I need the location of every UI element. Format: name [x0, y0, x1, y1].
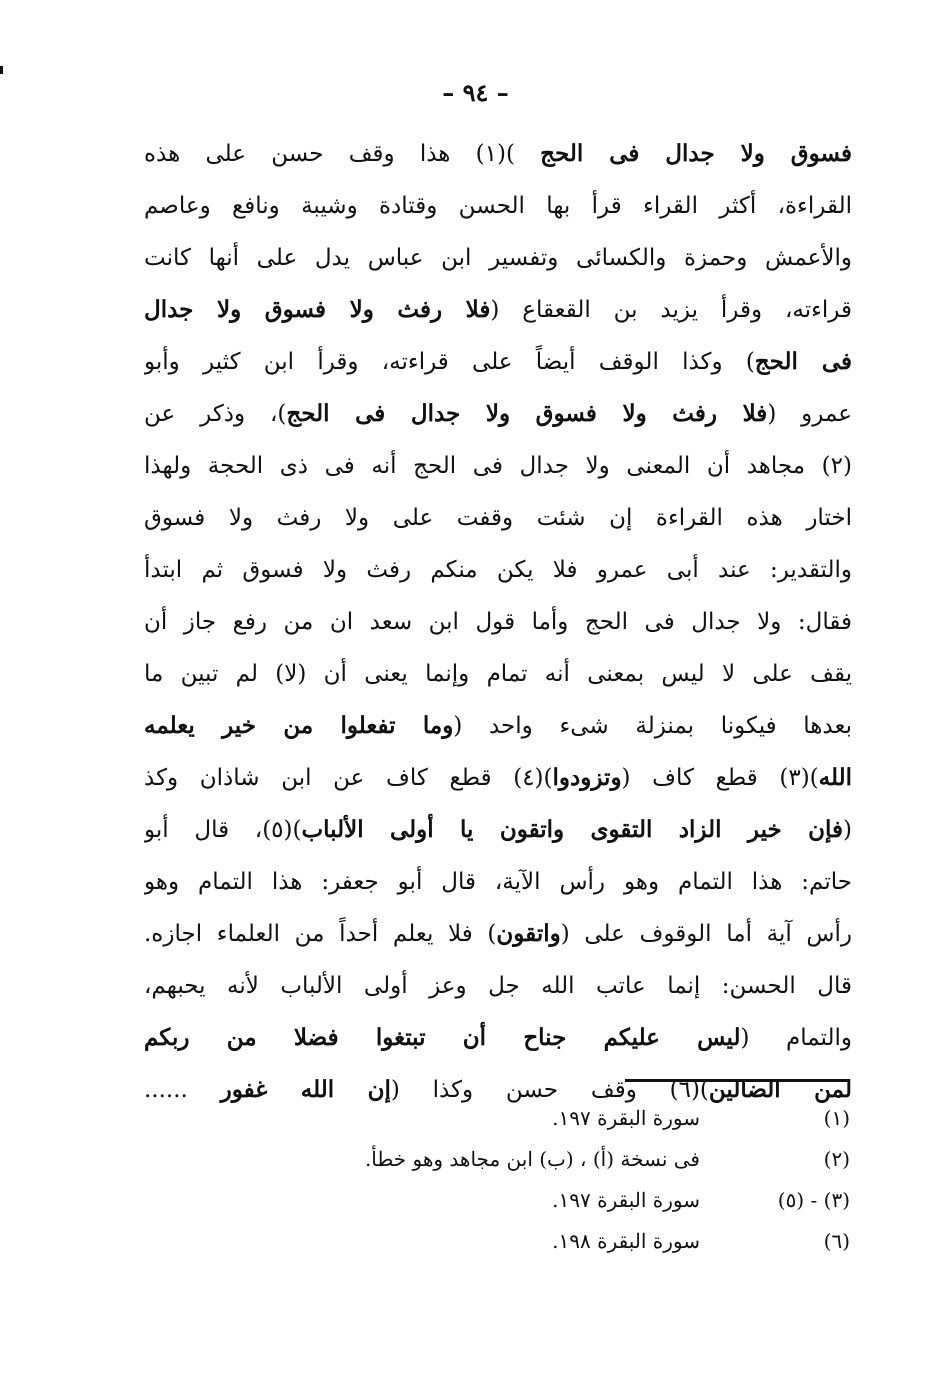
- text-line: [144, 544, 852, 596]
- text-line: [144, 596, 852, 648]
- text-run: (: [843, 817, 852, 843]
- footnote-marker: (٢): [823, 1147, 850, 1171]
- text-line: [144, 960, 852, 1012]
- text-run: ) فلا يعلم أحداً من العلماء اجازه.: [144, 921, 497, 947]
- text-run: بعدها فيكونا بمنزلة شىء واحد (: [453, 713, 852, 739]
- quran-quote: الله: [818, 764, 852, 791]
- text-run: رأس آية أما الوقوف على (: [560, 921, 852, 947]
- footnote-text: سورة البقرة ١٩٧.: [552, 1188, 700, 1212]
- text-run: يقف على لا ليس بمعنى أنه تمام وإنما يعنى أن (لا) لم تبين ما: [144, 661, 852, 687]
- quran-quote: إن الله غفور: [220, 1076, 391, 1103]
- text-line: [144, 856, 852, 908]
- footnote-text: سورة البقرة ١٩٧.: [552, 1106, 700, 1130]
- text-run: فقال: ولا جدال فى الحج وأما قول ابن سعد ان من رفع جاز أن: [144, 609, 852, 635]
- text-line: [144, 440, 852, 492]
- quran-quote: فإن خير الزاد التقوى واتقون يا أولى الألباب: [301, 816, 844, 843]
- text-run: )(١) هذا وقف حسن على هذه: [144, 141, 541, 167]
- text-line: [144, 492, 852, 544]
- text-line: [144, 1012, 852, 1064]
- text-line: [144, 336, 852, 388]
- text-run: ......: [144, 1077, 221, 1103]
- footnote-text: سورة البقرة ١٩٨.: [552, 1229, 700, 1253]
- text-run: قال الحسن: إنما عاتب الله جل وعز أولى الألباب لأنه يحبهم،: [144, 973, 852, 999]
- text-run: اختار هذه القراءة إن شئت وقفت على ولا رفث ولا فسوق: [144, 505, 852, 531]
- text-run: حاتم: هذا التمام وهو رأس الآية، قال أبو جعفر: هذا التمام وهو: [144, 869, 852, 895]
- text-line: [144, 804, 852, 856]
- text-line: [144, 284, 852, 336]
- footnote: [300, 1139, 850, 1180]
- text-run: عمرو (: [767, 401, 852, 427]
- footnotes: [300, 1098, 850, 1262]
- footnote: [300, 1221, 850, 1262]
- footnote-marker: (١): [823, 1106, 850, 1130]
- text-run: )(٦) وقف حسن وكذا (: [390, 1077, 709, 1103]
- quran-quote: فلا رفث ولا فسوق ولا جدال فى الحج: [286, 400, 768, 427]
- footnote-text: فى نسخة (أ) ، (ب) ابن مجاهد وهو خطأ.: [364, 1147, 700, 1171]
- page-number: – ٩٤ –: [442, 78, 509, 107]
- text-line: [144, 180, 852, 232]
- quran-quote: فى الحج: [754, 348, 852, 375]
- text-run: )(٤) قطع كاف عن ابن شاذان وكذ: [144, 765, 553, 791]
- text-line: [144, 128, 852, 180]
- text-run: )(٥)، قال أبو: [144, 817, 302, 843]
- text-run: ) وكذا الوقف أيضاً على قراءته، وقرأ ابن كثير وأبو: [144, 349, 755, 375]
- text-run: القراءة، أكثر القراء قرأ بها الحسن وقتادة وشيبة ونافع وعاصم: [144, 193, 852, 219]
- text-run: قراءته، وقرأ يزيد بن القعقاع (: [490, 297, 852, 323]
- text-run: )(٣) قطع كاف (: [621, 765, 819, 791]
- text-run: والأعمش وحمزة والكسائى وتفسير ابن عباس يدل على أنها كانت: [144, 245, 852, 271]
- text-run: (٢) مجاهد أن المعنى ولا جدال فى الحج أنه فى ذى الحجة ولهذا: [144, 453, 852, 479]
- text-run: )، وذكر عن: [144, 401, 287, 427]
- footnote: [300, 1098, 850, 1139]
- quran-quote: فسوق ولا جدال فى الحج: [540, 140, 852, 167]
- quran-quote: لمن الضالين: [708, 1076, 852, 1103]
- text-line: [144, 648, 852, 700]
- text-line: [144, 752, 852, 804]
- quran-quote: ليس عليكم جناح أن تبتغوا فضلا من ربكم: [144, 1024, 741, 1051]
- quran-quote: وما تفعلوا من خير يعلمه: [144, 712, 454, 739]
- footnote-marker: (٦): [823, 1229, 850, 1253]
- quran-quote: واتقون: [496, 920, 561, 947]
- body-text: [144, 128, 852, 1116]
- text-run: والتمام (: [740, 1025, 852, 1051]
- text-run: والتقدير: عند أبى عمرو فلا يكن منكم رفث ولا فسوق ثم ابتدأ: [144, 557, 852, 583]
- footnote: [300, 1180, 850, 1221]
- footnote-marker: (٣) - (٥): [777, 1188, 850, 1212]
- footnote-separator: [625, 1079, 850, 1082]
- text-line: [144, 232, 852, 284]
- text-line: [144, 700, 852, 752]
- quran-quote: فلا رفث ولا فسوق ولا جدال: [144, 296, 491, 323]
- text-line: [144, 388, 852, 440]
- text-line: [144, 908, 852, 960]
- quran-quote: وتزودوا: [552, 764, 622, 791]
- scan-edge-mark: [0, 66, 3, 74]
